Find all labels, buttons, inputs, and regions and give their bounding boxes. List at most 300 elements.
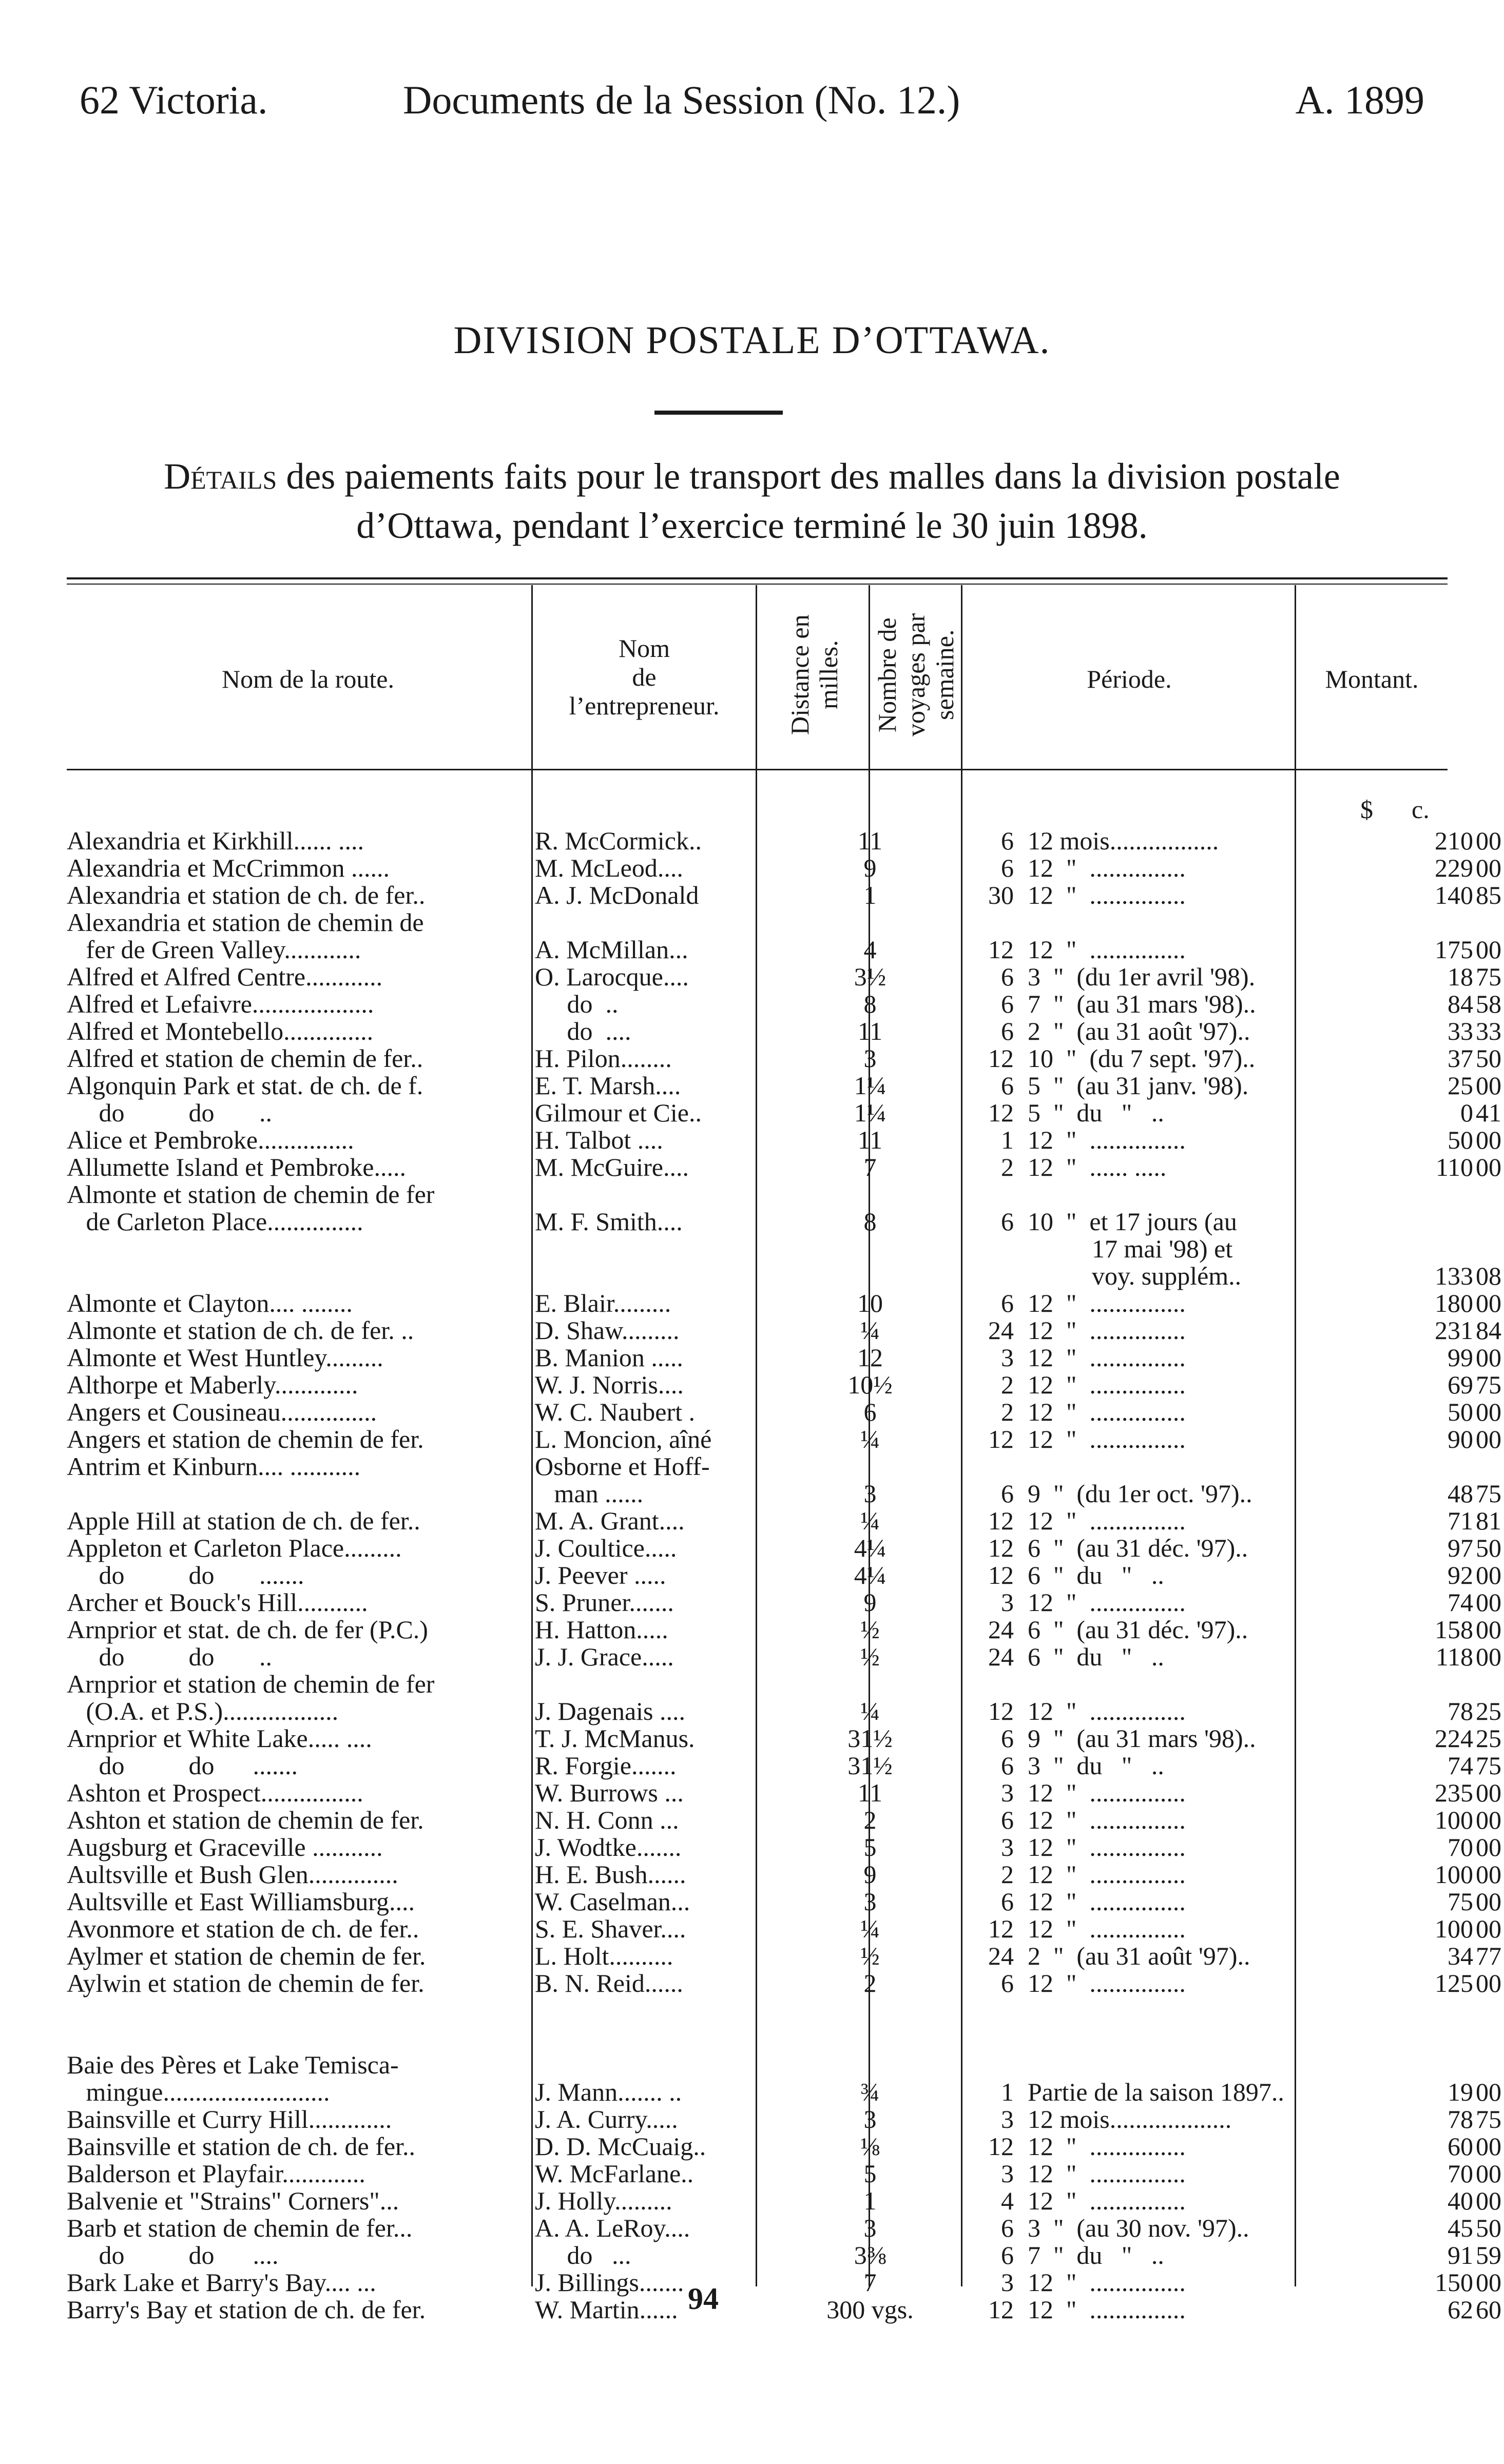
section-gap (67, 1997, 1448, 2051)
entrepreneur-name: W. J. Norris.... (535, 1370, 684, 1399)
trips-value: 6 (1001, 1806, 1014, 1834)
entrepreneur-name: R. McCormick.. (535, 826, 702, 855)
table-row (67, 1071, 1501, 1100)
route-name: Avonmore et station de ch. de fer.. (67, 1914, 419, 1943)
distance-value: ¼ (860, 1697, 880, 1725)
amount-cents: 00 (1476, 1126, 1501, 1154)
trips-value: 12 (988, 1697, 1014, 1725)
trips-value: 24 (988, 1642, 1014, 1671)
amount-cents: 75 (1476, 962, 1501, 991)
trips-value: 6 (1001, 1017, 1014, 1045)
route-name: Allumette Island et Pembroke..... (67, 1153, 406, 1181)
distance-value: 3 (863, 1887, 877, 1916)
entrepreneur-name: W. Burrows ... (535, 1778, 684, 1807)
route-name: Barry's Bay et station de ch. de fer. (67, 2295, 426, 2324)
amount-cents: 00 (1476, 1642, 1501, 1671)
entrepreneur-name: E. T. Marsh.... (535, 1071, 681, 1100)
route-name: de Carleton Place............... (67, 1207, 363, 1236)
route-name: Alfred et Alfred Centre............ (67, 962, 383, 991)
amount-dollars: 110 (1435, 1153, 1473, 1181)
amount-dollars: 84 (1448, 990, 1473, 1018)
period-value: 10 " (du 7 sept. '97).. (1028, 1044, 1256, 1073)
period-value: 12 " ............... (1028, 853, 1186, 882)
entrepreneur-name: S. E. Shaver.... (535, 1914, 686, 1943)
cents-label: c. (1412, 795, 1430, 824)
amount-dollars: 229 (1435, 853, 1473, 882)
amount-cents: 75 (1476, 1370, 1501, 1399)
trips-value: 12 (988, 2132, 1014, 2161)
distance-value: ¾ (860, 2078, 880, 2106)
route-name: Bainsville et Curry Hill............. (67, 2105, 392, 2133)
route-name: Balderson et Playfair............. (67, 2159, 365, 2188)
entrepreneur-name: H. Hatton..... (535, 1615, 668, 1644)
period-value: 2 " (au 31 août '97).. (1028, 1017, 1250, 1045)
route-name: Aultsville et East Williamsburg.... (67, 1887, 415, 1916)
period-value: 12 " ............... (1028, 1806, 1186, 1834)
period-value: 2 " (au 31 août '97).. (1028, 1942, 1250, 1970)
period-value: 3 " du " .. (1028, 1751, 1164, 1780)
col-head-trips: Nombre de voyages par semaine. (873, 613, 959, 737)
period-value: 12 " ............... (1028, 2132, 1186, 2161)
table-row (67, 1343, 1501, 1372)
amount-dollars: 34 (1448, 1942, 1473, 1970)
table-top-rule-2 (67, 584, 1448, 585)
period-value: 12 mois................. (1028, 826, 1219, 855)
amount-cents: 00 (1476, 935, 1501, 964)
trips-value: 2 (1001, 1370, 1014, 1399)
table-row (67, 2186, 1501, 2215)
trips-value: 3 (1001, 1833, 1014, 1861)
distance-value: 5 (863, 1833, 877, 1861)
entrepreneur-name: B. Manion ..... (535, 1343, 683, 1372)
route-table-body (67, 826, 1501, 2324)
table-row (67, 1860, 1501, 1889)
entrepreneur-name: M. A. Grant.... (535, 1506, 685, 1535)
distance-value: 8 (863, 990, 877, 1018)
distance-value: 10½ (847, 1370, 893, 1399)
distance-value: 12 (857, 1343, 883, 1372)
entrepreneur-name: H. Talbot .... (535, 1126, 663, 1154)
trips-value: 12 (988, 1044, 1014, 1073)
running-header (80, 77, 1424, 123)
distance-value: 31½ (847, 1724, 893, 1753)
distance-value: ¼ (860, 1425, 880, 1453)
trips-value: 12 (988, 1561, 1014, 1589)
trips-value: 12 (988, 1534, 1014, 1562)
amount-dollars: 33 (1448, 1017, 1473, 1045)
route-name: Augsburg et Graceville ........... (67, 1833, 383, 1861)
table-row (67, 1806, 1501, 1834)
route-name: Alfred et station de chemin de fer.. (67, 1044, 423, 1073)
table-row (67, 826, 1501, 855)
amount-cents: 00 (1476, 1153, 1501, 1181)
trips-value: 12 (988, 935, 1014, 964)
col-head-entrepreneur-3: l’entrepreneur. (569, 691, 720, 720)
trips-value: 12 (988, 2295, 1014, 2324)
trips-value: 6 (1001, 1289, 1014, 1317)
distance-value: 3⅜ (854, 2241, 886, 2269)
route-name: do do .. (67, 1098, 272, 1127)
route-name: Almonte et station de ch. de fer. .. (67, 1316, 414, 1345)
route-name: Alexandria et station de ch. de fer.. (67, 881, 426, 909)
distance-value: 2 (863, 1969, 877, 1997)
amount-cents: 00 (1476, 2268, 1501, 2297)
amount-dollars: 18 (1448, 962, 1473, 991)
distance-value: 11 (857, 1778, 883, 1807)
table-row (67, 1398, 1501, 1426)
trips-value: 6 (1001, 853, 1014, 882)
table-row (67, 1506, 1501, 1535)
amount-dollars: 45 (1448, 2214, 1473, 2242)
route-name: Angers et Cousineau............... (67, 1398, 377, 1426)
amount-dollars: 70 (1448, 1833, 1473, 1861)
trips-value: 2 (1001, 1860, 1014, 1889)
trips-value: 12 (988, 1098, 1014, 1127)
amount-cents: 00 (1476, 1860, 1501, 1889)
route-name: fer de Green Valley............ (67, 935, 361, 964)
table-row (67, 2078, 1501, 2106)
distance-value: 10 (857, 1289, 883, 1317)
amount-cents: 85 (1476, 881, 1501, 909)
table-row (67, 1724, 1501, 1753)
entrepreneur-name: do .... (535, 1017, 631, 1045)
entrepreneur-name: M. McLeod.... (535, 853, 683, 882)
amount-dollars: 25 (1448, 1071, 1473, 1100)
route-name: do do ....... (67, 1751, 298, 1780)
entrepreneur-name: O. Larocque.... (535, 962, 689, 991)
amount-cents: 00 (1476, 1833, 1501, 1861)
period-value: 6 " du " .. (1028, 1561, 1164, 1589)
trips-value: 2 (1001, 1153, 1014, 1181)
amount-cents: 00 (1476, 1425, 1501, 1453)
distance-value: 11 (857, 1126, 883, 1154)
amount-cents: 00 (1476, 1914, 1501, 1943)
period-value: 12 " ............... (1028, 1860, 1186, 1889)
period-value: 12 " ............... (1028, 2295, 1186, 2324)
table-row (67, 2295, 1501, 2324)
table-row (67, 1044, 1501, 1073)
table-row (67, 1370, 1501, 1399)
entrepreneur-name: do .. (535, 990, 619, 1018)
entrepreneur-name: M. F. Smith.... (535, 1207, 683, 1236)
route-name: Archer et Bouck's Hill........... (67, 1588, 368, 1617)
period-value: 3 " (du 1er avril '98). (1028, 962, 1256, 991)
amount-cents: 00 (1476, 853, 1501, 882)
trips-value: 6 (1001, 826, 1014, 855)
distance-value: 3½ (854, 962, 886, 991)
distance-value: 300 vgs. (826, 2295, 914, 2324)
trips-value: 30 (988, 881, 1014, 909)
route-name: Balvenie et "Strains" Corners"... (67, 2186, 399, 2215)
entrepreneur-name: J. A. Curry..... (535, 2105, 678, 2133)
route-name: Ashton et Prospect................ (67, 1778, 363, 1807)
trips-value: 24 (988, 1942, 1014, 1970)
amount-dollars: 100 (1435, 1860, 1473, 1889)
col-head-distance: Distance en milles. (785, 614, 843, 735)
distance-value: ¼ (860, 1506, 880, 1535)
entrepreneur-name: J. Coultice..... (535, 1534, 677, 1562)
amount-dollars: 150 (1435, 2268, 1473, 2297)
distance-value: 5 (863, 2159, 877, 2188)
amount-dollars: 100 (1435, 1914, 1473, 1943)
entrepreneur-name: H. Pilon........ (535, 1044, 672, 1073)
entrepreneur-name: M. McGuire.... (535, 1153, 689, 1181)
route-name: Arnprior et stat. de ch. de fer (P.C.) (67, 1615, 428, 1644)
table-row (67, 1969, 1501, 1997)
amount-cents: 00 (1476, 1071, 1501, 1100)
amount-dollars: 92 (1448, 1561, 1473, 1589)
trips-value: 6 (1001, 2214, 1014, 2242)
period-value: 5 " du " .. (1028, 1098, 1164, 1127)
amount-dollars: 99 (1448, 1343, 1473, 1372)
amount-cents: 60 (1476, 2295, 1501, 2324)
table-row (67, 1262, 1501, 1290)
amount-cents: 08 (1476, 1262, 1501, 1290)
table-row (67, 1942, 1501, 1970)
distance-value: 31½ (847, 1751, 893, 1780)
header-documents: Documents de la Session (No. 12.) (403, 77, 960, 122)
table-row (67, 853, 1501, 882)
route-name: do do ....... (67, 1561, 304, 1589)
amount-dollars: 224 (1435, 1724, 1473, 1753)
amount-dollars: 71 (1448, 1506, 1473, 1535)
amount-cents: 81 (1476, 1506, 1501, 1535)
entrepreneur-name: N. H. Conn ... (535, 1806, 679, 1834)
trips-value: 12 (988, 1914, 1014, 1943)
route-name: do do .. (67, 1642, 272, 1671)
amount-cents: 00 (1476, 2159, 1501, 2188)
route-name: Bainsville et station de ch. de fer.. (67, 2132, 415, 2161)
amount-dollars: 231 (1435, 1316, 1473, 1345)
amount-cents: 00 (1476, 1806, 1501, 1834)
period-value: 12 " ............... (1028, 2159, 1186, 2188)
amount-cents: 33 (1476, 1017, 1501, 1045)
route-name: do do .... (67, 2241, 279, 2269)
trips-value: 6 (1001, 2241, 1014, 2269)
distance-value: 4 (863, 935, 877, 964)
entrepreneur-name: Gilmour et Cie.. (535, 1098, 702, 1127)
entrepreneur-name: R. Forgie....... (535, 1751, 677, 1780)
route-name: Angers et station de chemin de fer. (67, 1425, 424, 1453)
amount-cents: 25 (1476, 1724, 1501, 1753)
route-name: Aultsville et Bush Glen.............. (67, 1860, 398, 1889)
route-name: Aylmer et station de chemin de fer. (67, 1942, 426, 1970)
distance-value: 1¼ (854, 1071, 886, 1100)
col-head-entrepreneur-2: de (632, 663, 657, 691)
distance-value: 6 (863, 1398, 877, 1426)
trips-value: 6 (1001, 962, 1014, 991)
amount-cents: 00 (1476, 2078, 1501, 2106)
amount-cents: 59 (1476, 2241, 1501, 2269)
amount-cents: 00 (1476, 826, 1501, 855)
table-row (67, 2159, 1501, 2188)
trips-value: 12 (988, 1506, 1014, 1535)
amount-dollars: 118 (1435, 1642, 1473, 1671)
table-row (67, 1697, 1501, 1725)
period-value: 5 " (au 31 janv. '98). (1028, 1071, 1249, 1100)
amount-dollars: 69 (1448, 1370, 1473, 1399)
table-row (67, 2132, 1501, 2161)
period-value: 12 " ...... ..... (1028, 1153, 1167, 1181)
period-value: 12 " ............... (1028, 1969, 1186, 1997)
route-name: Baie des Pères et Lake Temisca- (67, 2050, 399, 2079)
period-value: 12 " ............... (1028, 1425, 1186, 1453)
amount-dollars: 78 (1448, 2105, 1473, 2133)
entrepreneur-name: A. McMillan... (535, 935, 688, 964)
period-value: 10 " et 17 jours (au (1028, 1207, 1237, 1236)
trips-value: 24 (988, 1316, 1014, 1345)
trips-value: 24 (988, 1615, 1014, 1644)
table-row (67, 1615, 1501, 1644)
distance-value: 7 (863, 2268, 877, 2297)
amount-dollars: 50 (1448, 1126, 1473, 1154)
table-row (67, 1561, 1501, 1589)
amount-dollars: 180 (1435, 1289, 1473, 1317)
entrepreneur-name: man ...... (535, 1479, 644, 1508)
route-name: Almonte et station de chemin de fer (67, 1180, 435, 1209)
subtitle-line-2: d’Ottawa, pendant l’exercice terminé le 30 juin 1898. (356, 505, 1148, 546)
entrepreneur-name: T. J. McManus. (535, 1724, 695, 1753)
trips-value: 6 (1001, 1751, 1014, 1780)
amount-cents: 00 (1476, 1289, 1501, 1317)
distance-value: 4¼ (854, 1561, 886, 1589)
table-row (67, 1289, 1501, 1317)
entrepreneur-name: B. N. Reid...... (535, 1969, 683, 1997)
route-name: Appleton et Carleton Place......... (67, 1534, 402, 1562)
route-name: Alice et Pembroke............... (67, 1126, 354, 1154)
distance-value: 7 (863, 1153, 877, 1181)
period-value: 12 " ............... (1028, 1588, 1186, 1617)
period-value: 12 " ............... (1028, 1398, 1186, 1426)
period-value: Partie de la saison 1897.. (1028, 2078, 1284, 2106)
entrepreneur-name: W. Martin...... (535, 2295, 678, 2324)
amount-dollars: 50 (1448, 1398, 1473, 1426)
amount-cents: 75 (1476, 1751, 1501, 1780)
amount-dollars: 91 (1448, 2241, 1473, 2269)
amount-dollars: 175 (1435, 935, 1473, 964)
table-row (67, 1126, 1501, 1154)
period-value: 9 " (du 1er oct. '97).. (1028, 1479, 1252, 1508)
amount-cents: 00 (1476, 1343, 1501, 1372)
amount-dollars: 125 (1435, 1969, 1473, 1997)
table-row (67, 1642, 1501, 1671)
table-row (67, 881, 1501, 909)
route-name: Algonquin Park et stat. de ch. de f. (67, 1071, 423, 1100)
distance-value: 3 (863, 1479, 877, 1508)
period-value: 12 " ............... (1028, 935, 1186, 964)
trips-value: 3 (1001, 2268, 1014, 2297)
table-row (67, 935, 1501, 964)
route-name: Alexandria et McCrimmon ...... (67, 853, 390, 882)
trips-value: 3 (1001, 2159, 1014, 2188)
trips-value: 6 (1001, 1969, 1014, 1997)
table-row (67, 1316, 1501, 1345)
period-value: 12 " ............... (1028, 1697, 1186, 1725)
entrepreneur-name: J. Holly......... (535, 2186, 672, 2215)
distance-value: 1 (863, 2186, 877, 2215)
table-row (67, 1425, 1501, 1453)
amount-cents: 00 (1476, 1778, 1501, 1807)
route-name: Barb et station de chemin de fer... (67, 2214, 413, 2242)
distance-value: ⅛ (860, 2132, 880, 2161)
route-name: Alfred et Lefaivre................... (67, 990, 374, 1018)
trips-value: 2 (1001, 1398, 1014, 1426)
period-value: 12 " ............... (1028, 1126, 1186, 1154)
amount-dollars: 100 (1435, 1806, 1473, 1834)
trips-value: 6 (1001, 990, 1014, 1018)
amount-cents: 58 (1476, 990, 1501, 1018)
route-name: mingue.......................... (67, 2078, 330, 2106)
table-row (67, 2214, 1501, 2242)
entrepreneur-name: H. E. Bush...... (535, 1860, 686, 1889)
dollar-sign: $ (1360, 795, 1373, 824)
entrepreneur-name: L. Holt.......... (535, 1942, 673, 1970)
table-row (67, 1887, 1501, 1916)
trips-value: 12 (988, 1425, 1014, 1453)
distance-value: 1 (863, 881, 877, 909)
amount-cents: 75 (1476, 1479, 1501, 1508)
table-row (67, 1479, 1501, 1508)
entrepreneur-name: A. A. LeRoy.... (535, 2214, 690, 2242)
col-head-period: Période. (1087, 665, 1172, 693)
distance-value: ¼ (860, 1914, 880, 1943)
entrepreneur-name: Osborne et Hoff- (535, 1452, 710, 1481)
amount-dollars: 133 (1435, 1262, 1473, 1290)
route-name: Althorpe et Maberly............. (67, 1370, 358, 1399)
period-value: 12 " ............... (1028, 1289, 1186, 1317)
table-row (67, 1208, 1448, 1235)
amount-cents: 00 (1476, 1887, 1501, 1916)
amount-cents: 00 (1476, 1588, 1501, 1617)
amount-cents: 00 (1476, 1615, 1501, 1644)
entrepreneur-name: J. Mann....... .. (535, 2078, 682, 2106)
amount-dollars: 210 (1435, 826, 1473, 855)
distance-value: ½ (860, 1942, 880, 1970)
trips-value: 6 (1001, 1071, 1014, 1100)
period-value: voy. supplém.. (1028, 1262, 1242, 1290)
table-row (67, 1671, 1448, 1698)
route-name: (O.A. et P.S.).................. (67, 1697, 339, 1725)
amount-cents: 50 (1476, 1044, 1501, 1073)
table-row (67, 1751, 1501, 1780)
period-value: 12 " ............... (1028, 1914, 1186, 1943)
amount-cents: 84 (1476, 1316, 1501, 1345)
period-value: 12 " ............... (1028, 1343, 1186, 1372)
amount-dollars: 158 (1435, 1615, 1473, 1644)
amount-cents: 50 (1476, 2214, 1501, 2242)
table-row (67, 909, 1448, 936)
amount-dollars: 74 (1448, 1588, 1473, 1617)
period-value: 12 " ............... (1028, 1887, 1186, 1916)
period-value: 12 mois................... (1028, 2105, 1232, 2133)
subtitle-lead: Détails (164, 456, 277, 497)
amount-cents: 25 (1476, 1697, 1501, 1725)
amount-cents: 75 (1476, 2105, 1501, 2133)
distance-value: ½ (860, 1642, 880, 1671)
table-row (67, 1778, 1501, 1807)
table-row (67, 2051, 1448, 2079)
trips-value: 3 (1001, 2105, 1014, 2133)
table-top-rule-1 (67, 577, 1448, 579)
distance-value: 3 (863, 2214, 877, 2242)
table-row (67, 2268, 1501, 2297)
period-value: 12 " ............... (1028, 1506, 1186, 1535)
amount-cents: 00 (1476, 2186, 1501, 2215)
table-row (67, 1017, 1501, 1045)
period-value: 12 " ............... (1028, 1316, 1186, 1345)
amount-dollars: 19 (1448, 2078, 1473, 2106)
route-name: Ashton et station de chemin de fer. (67, 1806, 424, 1834)
